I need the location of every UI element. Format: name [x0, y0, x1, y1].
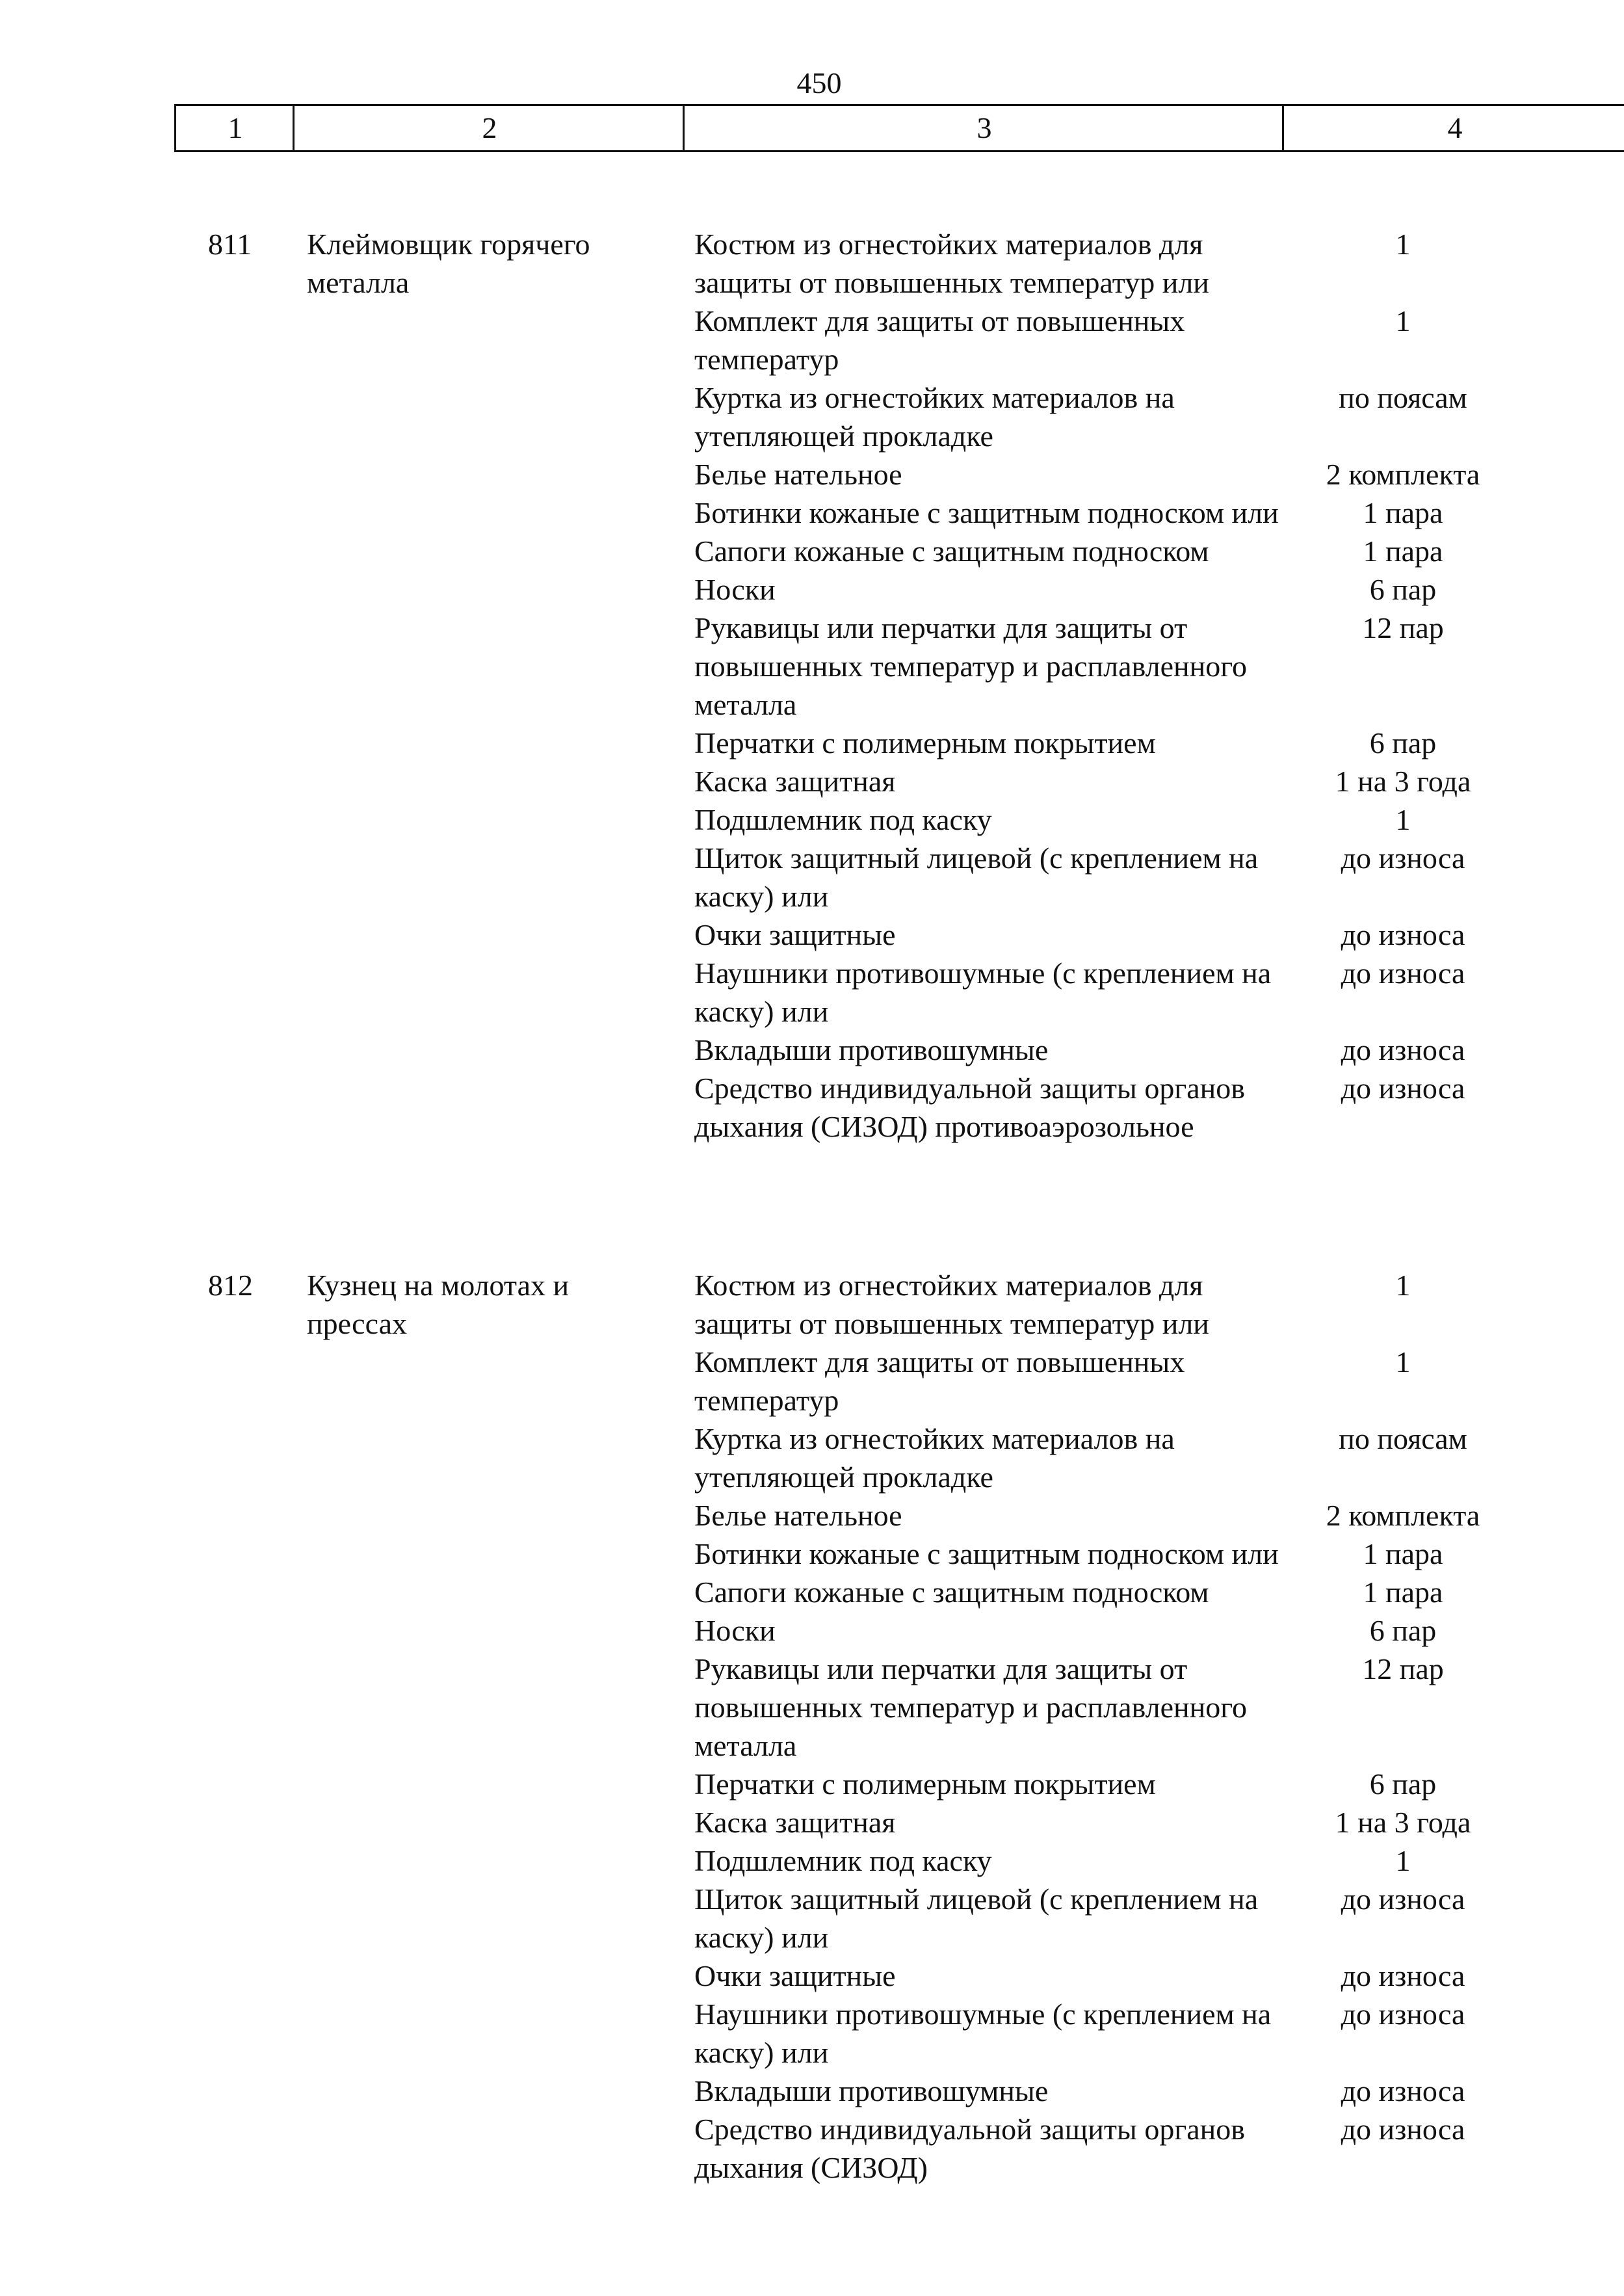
list-item — [694, 800, 1624, 839]
item-name: Куртка из огнестойких материалов на утепляющей прокладке — [694, 381, 1175, 453]
item-quantity: до износа — [1341, 1072, 1465, 1105]
item-name: Средство индивидуальной защиты органов дыхания (СИЗОД) противоаэрозольное — [694, 1072, 1245, 1143]
item-quantity: 6 пар — [1369, 1767, 1437, 1801]
list-item — [694, 1535, 1624, 1573]
list-item — [694, 302, 1624, 378]
item-quantity: до износа — [1341, 918, 1465, 951]
item-name: Белье нательное — [694, 458, 902, 491]
item-quantity: 1 — [1395, 1269, 1411, 1302]
column-header-row — [174, 104, 1624, 152]
list-item — [694, 1841, 1624, 1880]
item-name: Носки — [694, 1614, 776, 1647]
item-quantity: 1 на 3 года — [1335, 765, 1471, 798]
item-name: Очки защитные — [694, 1959, 896, 1992]
item-name: Наушники противошумные (с креплением на каску) или — [694, 1998, 1272, 2069]
item-name: Рукавицы или перчатки для защиты от повышенных температур и расплавленного металла — [694, 1652, 1247, 1762]
item-name: Белье нательное — [694, 1499, 902, 1532]
item-quantity: по поясам — [1339, 381, 1467, 414]
item-quantity: до износа — [1341, 2113, 1465, 2146]
list-item — [694, 1995, 1624, 2072]
item-quantity: 1 — [1395, 1345, 1411, 1379]
entry-item-list — [694, 1266, 1624, 2187]
list-item — [694, 1031, 1624, 1069]
list-item — [694, 1765, 1624, 1803]
column-header-4: 4 — [1282, 106, 1624, 150]
list-item — [694, 378, 1624, 455]
list-item — [694, 532, 1624, 570]
item-quantity: по поясам — [1339, 1422, 1467, 1455]
list-item — [694, 609, 1624, 724]
item-name: Комплект для защиты от повышенных температур — [694, 1345, 1185, 1417]
item-quantity: 12 пар — [1362, 1652, 1444, 1685]
item-name: Щиток защитный лицевой (с креплением на каску) или — [694, 841, 1259, 913]
item-quantity: до износа — [1341, 2074, 1465, 2107]
list-item — [694, 455, 1624, 494]
item-name: Комплект для защиты от повышенных температур — [694, 304, 1185, 376]
item-name: Костюм из огнестойких материалов для защиты от повышенных температур или — [694, 1269, 1209, 1340]
list-item — [694, 762, 1624, 800]
item-quantity: 1 пара — [1363, 1576, 1443, 1609]
entry-title: Кузнец на молотах и прессах — [307, 1269, 570, 1340]
item-name: Очки защитные — [694, 918, 896, 951]
item-quantity: 1 — [1395, 803, 1411, 836]
item-quantity: до износа — [1341, 1882, 1465, 1916]
item-quantity: до износа — [1341, 1959, 1465, 1992]
item-name: Подшлемник под каску — [694, 803, 992, 836]
item-quantity: до износа — [1341, 841, 1465, 875]
list-item — [694, 1266, 1624, 1343]
item-name: Сапоги кожаные с защитным подноском — [694, 1576, 1209, 1609]
page-number: 450 — [796, 66, 842, 99]
item-name: Щиток защитный лицевой (с креплением на каску) или — [694, 1882, 1259, 1954]
list-item — [694, 1611, 1624, 1650]
entry-title: Клеймовщик горячего металла — [307, 228, 590, 299]
column-header-2: 2 — [293, 106, 685, 150]
list-item — [694, 1573, 1624, 1611]
item-quantity: 2 комплекта — [1326, 458, 1480, 491]
list-item — [694, 724, 1624, 762]
list-item — [694, 1880, 1624, 1957]
item-name: Куртка из огнестойких материалов на утепляющей прокладке — [694, 1422, 1175, 1494]
list-item — [694, 2072, 1624, 2110]
list-item — [694, 1069, 1624, 1146]
item-name: Вкладыши противошумные — [694, 2074, 1049, 2107]
item-quantity: 1 пара — [1363, 496, 1443, 529]
list-item — [694, 1343, 1624, 1419]
item-quantity: 12 пар — [1362, 611, 1444, 644]
item-quantity: до износа — [1341, 957, 1465, 990]
item-quantity: до износа — [1341, 1033, 1465, 1066]
item-quantity: 1 — [1395, 228, 1411, 261]
entry-number: 812 — [208, 1269, 253, 1302]
entry-number: 811 — [208, 228, 252, 261]
item-name: Рукавицы или перчатки для защиты от повышенных температур и расплавленного металла — [694, 611, 1247, 721]
item-quantity: 1 на 3 года — [1335, 1806, 1471, 1839]
item-name: Ботинки кожаные с защитным подноском или — [694, 1537, 1279, 1570]
list-item — [694, 570, 1624, 609]
list-item — [694, 494, 1624, 532]
list-item — [694, 1419, 1624, 1496]
item-quantity: 6 пар — [1369, 726, 1437, 759]
item-name: Костюм из огнестойких материалов для защиты от повышенных температур или — [694, 228, 1209, 299]
list-item — [694, 1496, 1624, 1535]
list-item — [694, 1650, 1624, 1765]
item-name: Каска защитная — [694, 765, 896, 798]
item-name: Носки — [694, 573, 776, 606]
item-quantity: 1 пара — [1363, 534, 1443, 568]
item-quantity: 6 пар — [1369, 573, 1437, 606]
list-item — [694, 225, 1624, 302]
item-name: Перчатки с полимерным покрытием — [694, 726, 1156, 759]
item-quantity: 2 комплекта — [1326, 1499, 1480, 1532]
list-item — [694, 954, 1624, 1031]
item-name: Средство индивидуальной защиты органов дыхания (СИЗОД) — [694, 2113, 1245, 2184]
item-name: Сапоги кожаные с защитным подноском — [694, 534, 1209, 568]
item-quantity: 1 — [1395, 1844, 1411, 1877]
list-item — [694, 2110, 1624, 2187]
column-header-3: 3 — [683, 106, 1284, 150]
item-name: Подшлемник под каску — [694, 1844, 992, 1877]
list-item — [694, 839, 1624, 916]
item-quantity: 1 — [1395, 304, 1411, 337]
column-header-1: 1 — [174, 106, 295, 150]
list-item — [694, 1957, 1624, 1995]
item-name: Каска защитная — [694, 1806, 896, 1839]
item-name: Перчатки с полимерным покрытием — [694, 1767, 1156, 1801]
item-quantity: до износа — [1341, 1998, 1465, 2031]
item-quantity: 6 пар — [1369, 1614, 1437, 1647]
item-name: Наушники противошумные (с креплением на каску) или — [694, 957, 1272, 1028]
item-name: Ботинки кожаные с защитным подноском или — [694, 496, 1279, 529]
item-name: Вкладыши противошумные — [694, 1033, 1049, 1066]
list-item — [694, 1803, 1624, 1841]
list-item — [694, 916, 1624, 954]
item-quantity: 1 пара — [1363, 1537, 1443, 1570]
entry-item-list — [694, 225, 1624, 1146]
